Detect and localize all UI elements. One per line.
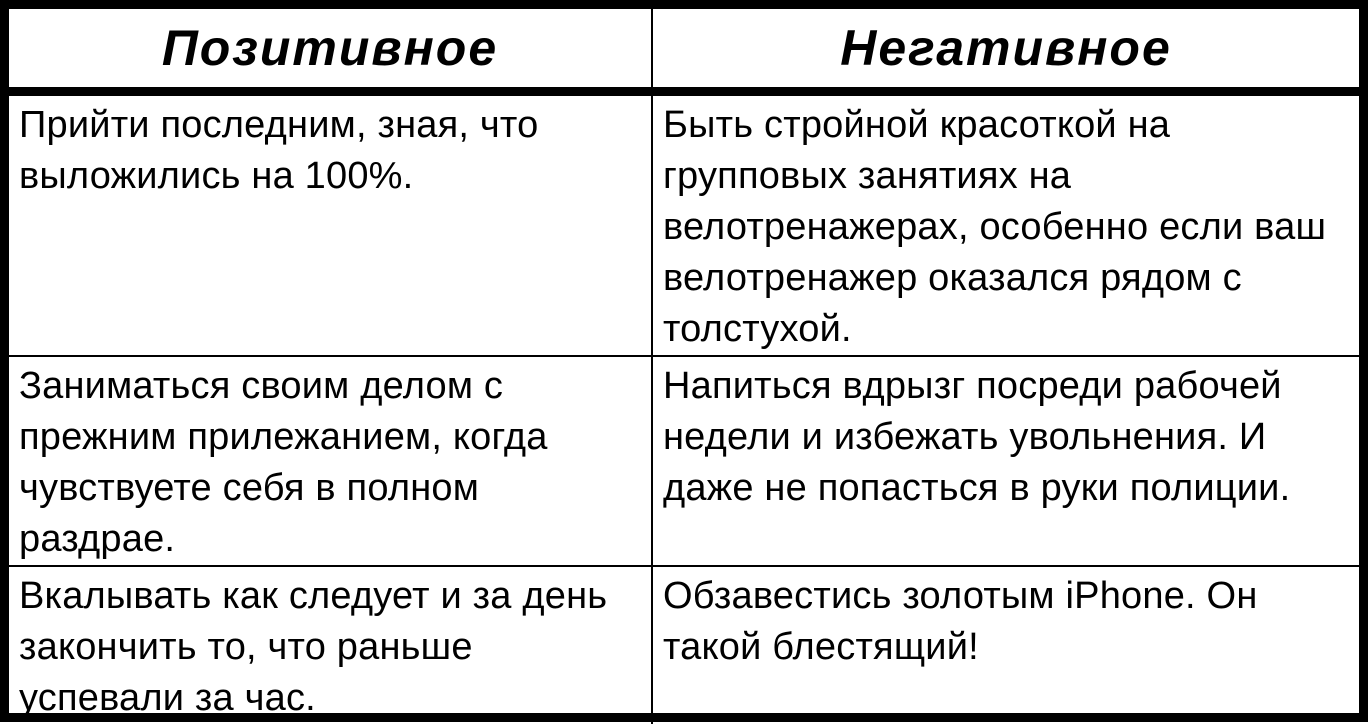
cell-positive: [9, 92, 652, 357]
cell-negative: [652, 356, 1359, 566]
header-positive: Позитивное: [9, 9, 652, 92]
cell-positive: [9, 566, 652, 724]
cell-text: Заниматься своим делом с прежним прилежанием, когда чувствуете себя в полном раздрае.: [19, 365, 548, 560]
cell-text: Прийти последним, зная, что выложились на 100%.: [19, 104, 539, 197]
cell-text: Быть стройной красоткой на групповых занятиях на велотренажерах, особенно если ваш велотренажер оказался рядом с толстухой.: [663, 104, 1327, 350]
table-row: [9, 566, 1359, 724]
cell-text: Обзавестись золотым iPhone. Он такой блестящий!: [663, 575, 1258, 668]
cell-text: Вкалывать как следует и за день закончить то, что раньше успевали за час.: [19, 575, 608, 719]
cell-negative: [652, 566, 1359, 724]
table-row: [9, 356, 1359, 566]
header-row: [9, 9, 1359, 92]
header-negative: Негативное: [652, 9, 1359, 92]
cell-positive: [9, 356, 652, 566]
cell-text: Напиться вдрызг посреди рабочей недели и избежать увольнения. И даже не попасться в руки полиции.: [663, 365, 1291, 509]
cell-negative: [652, 92, 1359, 357]
table-row: [9, 92, 1359, 357]
comparison-table: [9, 9, 1359, 724]
